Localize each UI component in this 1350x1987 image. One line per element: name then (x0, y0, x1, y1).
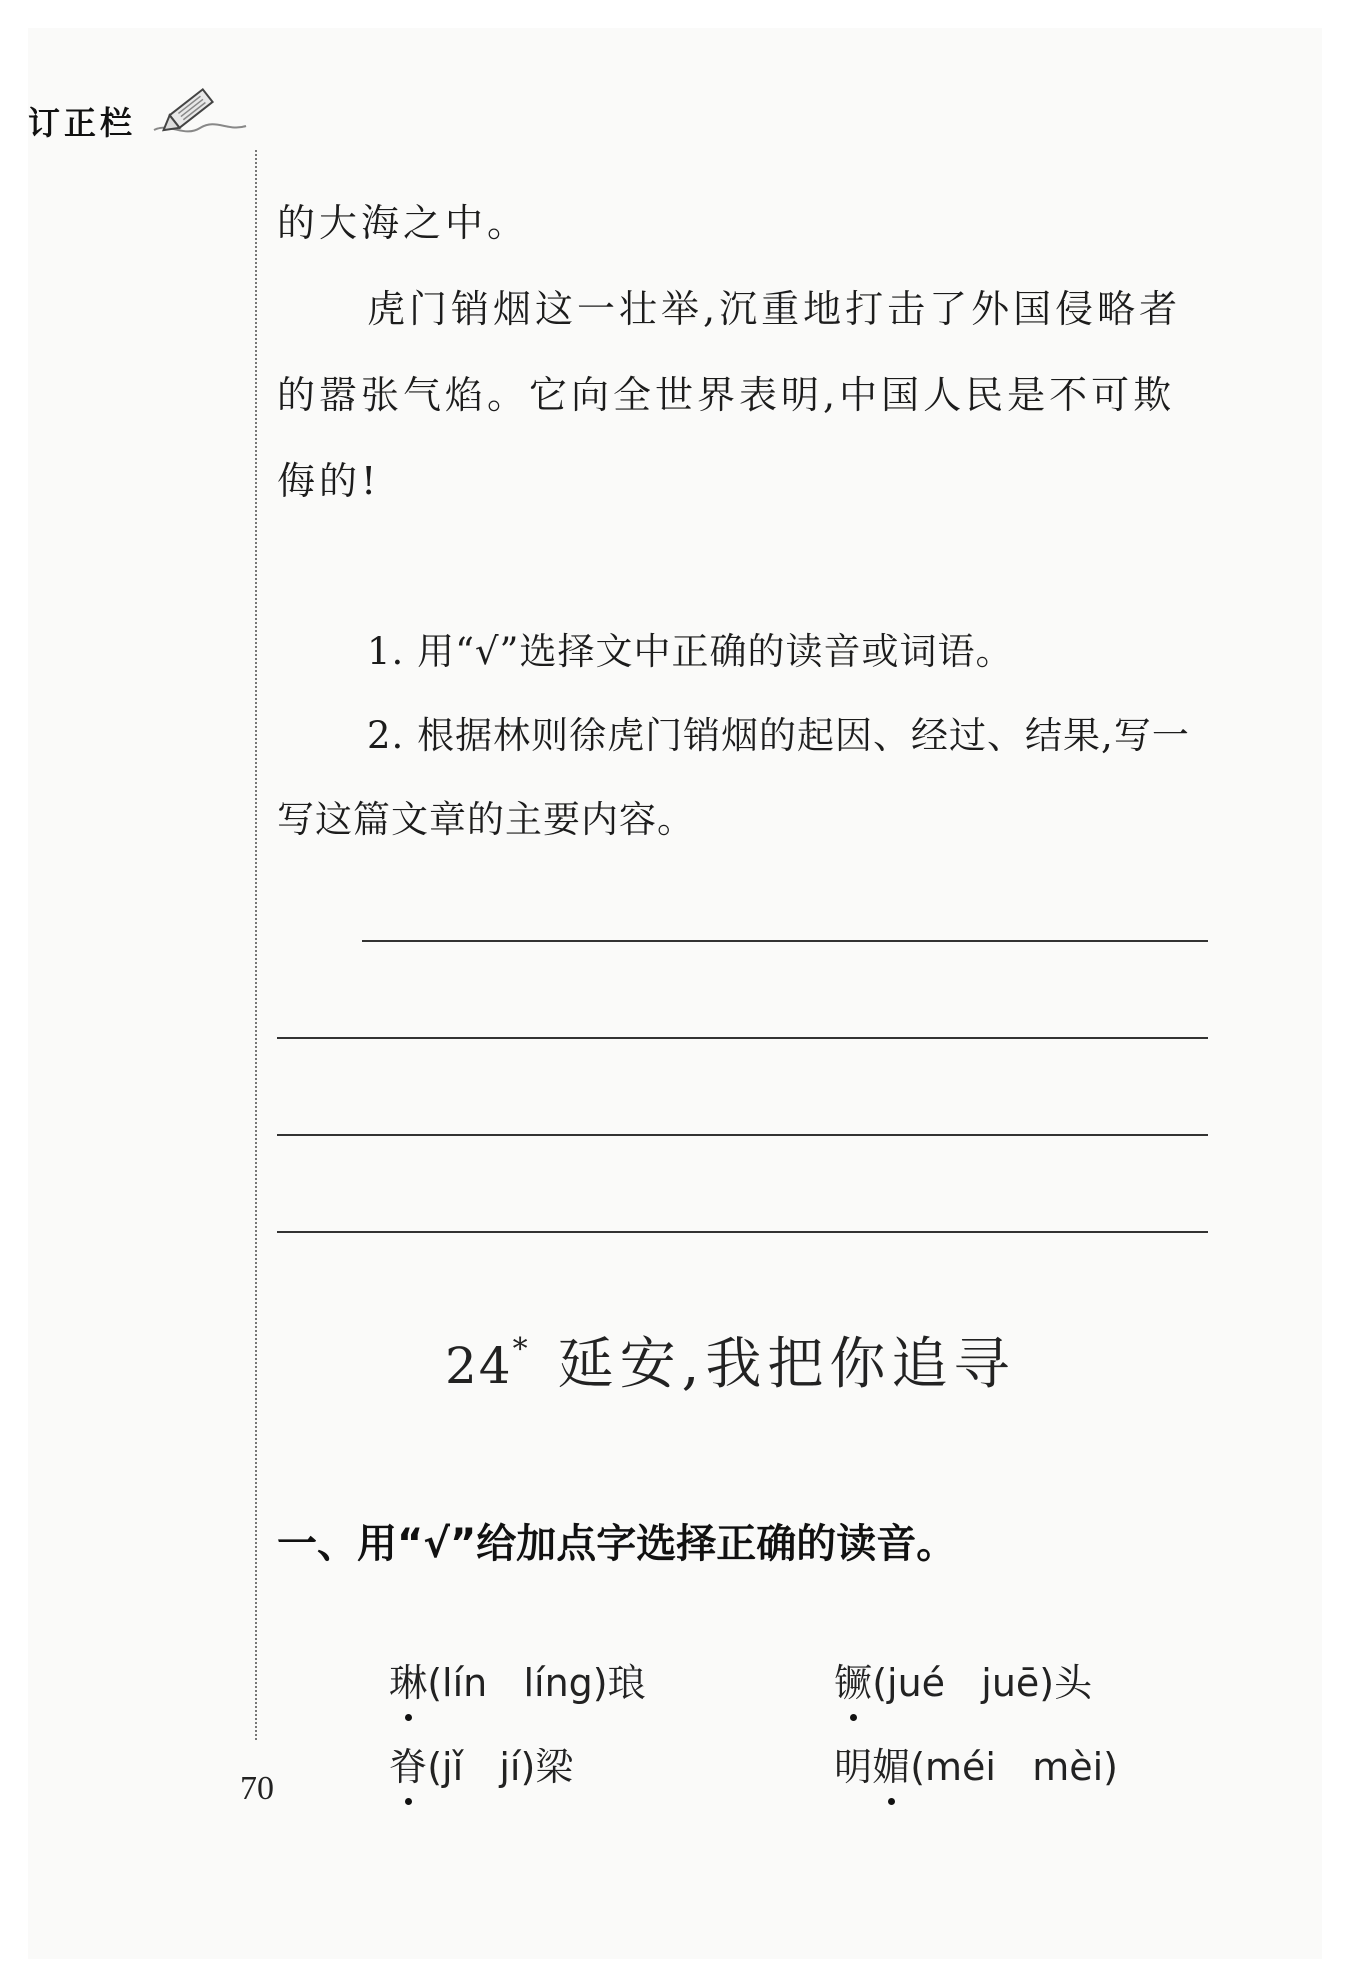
margin-divider (255, 150, 257, 1740)
passage-continuation: 的大海之中。 (277, 201, 530, 245)
answer-line[interactable] (277, 1037, 1208, 1039)
exercise-heading: 一、用“√”给加点字选择正确的读音。 (277, 1521, 957, 1567)
lesson-marker: * (512, 1332, 534, 1367)
pinyin-item (365, 1692, 573, 1791)
answer-line[interactable] (277, 1134, 1208, 1136)
pinyin-options[interactable]: (méi mèi) (910, 1745, 1118, 1789)
dotted-char: 媚 (872, 1745, 911, 1789)
correction-column-label: 订正栏 (28, 104, 137, 142)
question-2: 2. 根据林则徐虎门销烟的起因、经过、结果,写一写这篇文章的主要内容。 (277, 714, 1190, 841)
pinyin-options[interactable]: (jué juē)头 (872, 1661, 1093, 1705)
pinyin-item (810, 1692, 1118, 1791)
dotted-char: 琳 (389, 1661, 428, 1705)
page-number: 70 (240, 1770, 274, 1807)
lesson-title-text: 延安,我把你追寻 (557, 1332, 1016, 1397)
dotted-char: 镢 (834, 1661, 873, 1705)
answer-line[interactable] (277, 1231, 1208, 1233)
passage (277, 180, 1207, 524)
questions (277, 610, 1207, 862)
pencil-icon (150, 82, 250, 140)
passage-paragraph: 虎门销烟这一壮举,沉重地打击了外国侵略者的嚣张气焰。它向全世界表明,中国人民是不可欺侮的! (277, 287, 1182, 503)
pinyin-options[interactable]: (jǐ jí)梁 (427, 1745, 574, 1789)
question-1: 1. 用“√”选择文中正确的读音或词语。 (367, 630, 1014, 673)
lesson-title (445, 1320, 1015, 1400)
plain-char: 明 (834, 1745, 873, 1789)
dotted-char: 脊 (389, 1745, 428, 1789)
pinyin-options[interactable]: (lín líng)琅 (427, 1661, 646, 1705)
lesson-number: 24 (445, 1337, 513, 1395)
answer-line[interactable] (362, 940, 1208, 942)
